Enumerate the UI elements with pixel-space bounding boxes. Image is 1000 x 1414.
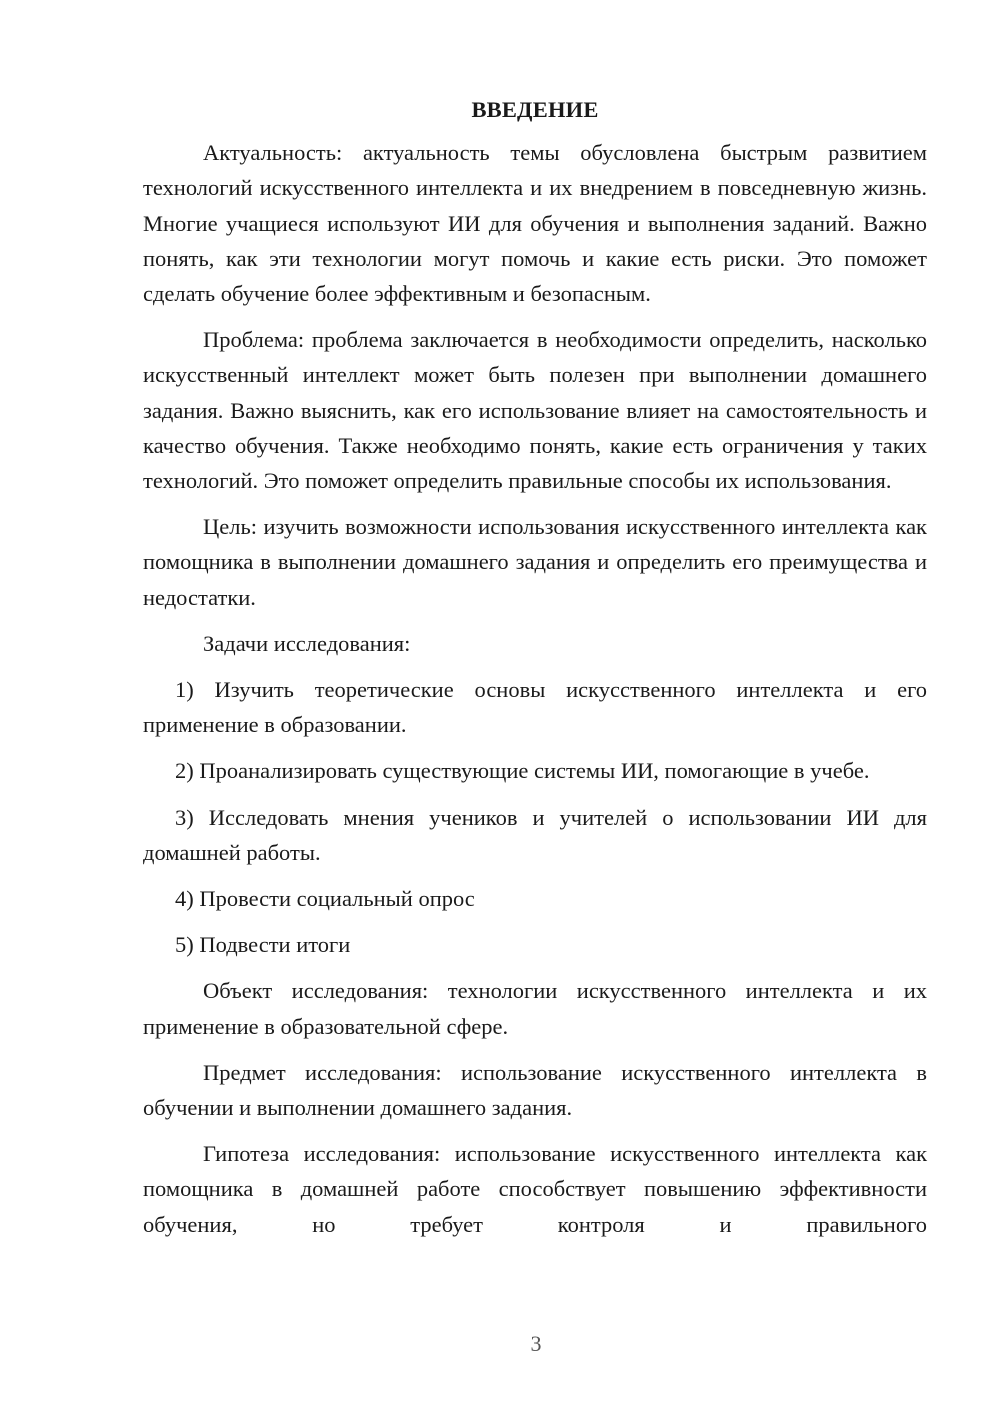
problem-paragraph: Проблема: проблема заключается в необходимости определить, насколько искусственный интеллект может быть полезен при выполнении домашнего задания. Важно выяснить, как его использование влияет на самостоятельность и качество обучения. Также необходимо понять, какие есть ограничения у таких технологий. Это поможет определить правильные способы их использования. [143, 327, 927, 494]
task-item-4: 4) Провести социальный опрос [175, 886, 475, 912]
page-number: 3 [530, 1331, 542, 1356]
goal-paragraph: Цель: изучить возможности использования искусственного интеллекта как помощника в выполнении домашнего задания и определить его преимущества и недостатки. [143, 514, 927, 610]
task-item-1: 1) Изучить теоретические основы искусственного интеллекта и его применение в образовании. [143, 677, 927, 738]
object-paragraph: Объект исследования: технологии искусственного интеллекта и их применение в образовательной сфере. [143, 978, 927, 1039]
tasks-heading: Задачи исследования: [203, 630, 411, 656]
subject-paragraph: Предмет исследования: использование искусственного интеллекта в обучении и выполнении домашнего задания. [143, 1059, 927, 1121]
hypothesis-paragraph: Гипотеза исследования: использование искусственного интеллекта как помощника в домашней работе способствует повышению эффективности обучения, но требует контроля и правильного [143, 1141, 927, 1237]
task-item-5: 5) Подвести итоги [175, 932, 351, 958]
task-item-2: 2) Проанализировать существующие системы ИИ, помогающие в учебе. [175, 758, 870, 784]
task-item-3: 3) Исследовать мнения учеников и учителей о использовании ИИ для домашней работы. [143, 804, 927, 865]
page-content [143, 92, 927, 1253]
page-title: ВВЕДЕНИЕ [471, 97, 599, 122]
relevance-paragraph: Актуальность: актуальность темы обусловлена быстрым развитием технологий искусственного интеллекта и их внедрением в повседневную жизнь. Многие учащиеся используют ИИ для обучения и выполнения заданий. Важно понять, как эти технологии могут помочь и какие есть риски. Это поможет сделать обучение более эффективным и безопасным. [143, 140, 927, 307]
